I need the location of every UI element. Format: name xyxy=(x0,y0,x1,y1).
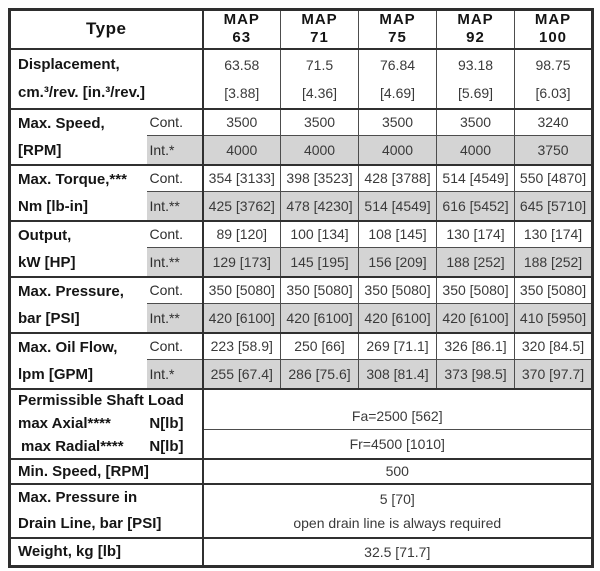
displacement-value xyxy=(359,49,437,109)
torque-cont-value: 428 [3788] xyxy=(359,165,437,192)
metric-value: 71.5 xyxy=(305,56,334,73)
metric-value: 63.58 xyxy=(224,56,260,73)
axial-unit: N[lb] xyxy=(149,414,184,432)
row-label-line2: cm.³/rev. [in.³/rev.] xyxy=(18,83,145,101)
flow-cont-value: 250 [66] xyxy=(281,333,359,360)
speed-int-value: 4000 xyxy=(437,136,515,165)
column-header-map63 xyxy=(203,10,281,49)
pressure-int-value: 410 [5950] xyxy=(515,304,593,333)
row-label-min-speed: Min. Speed, [RPM] xyxy=(10,459,203,484)
metric-value: 93.18 xyxy=(457,56,494,73)
speed-int-value: 3750 xyxy=(515,136,593,165)
torque-cont-value: 398 [3523] xyxy=(281,165,359,192)
imperial-value: [6.03] xyxy=(535,84,571,101)
pressure-cont-value: 350 [5080] xyxy=(281,277,359,304)
pressure-cont-value: 350 [5080] xyxy=(437,277,515,304)
drain-line-value xyxy=(203,484,593,538)
torque-int-value: 425 [3762] xyxy=(203,192,281,221)
row-label-max-pressure xyxy=(10,277,147,333)
column-series: MAP xyxy=(457,11,494,29)
spec-sheet xyxy=(8,8,594,568)
flow-int-value: 286 [75.6] xyxy=(281,360,359,389)
displacement-value xyxy=(515,49,593,109)
displacement-value xyxy=(437,49,515,109)
radial-load-value: Fr=4500 [1010] xyxy=(203,430,593,459)
shaft-load-title: Permissible Shaft Load xyxy=(18,391,184,409)
flow-cont-value: 223 [58.9] xyxy=(203,333,281,360)
axial-load-value: Fa=2500 [562] xyxy=(203,389,593,430)
column-model: 63 xyxy=(232,29,252,47)
imperial-value: [3.88] xyxy=(224,84,260,101)
pressure-int-value: 420 [6100] xyxy=(203,304,281,333)
row-label-line1: Max. Speed, xyxy=(18,114,105,132)
output-cont-value: 100 [134] xyxy=(281,221,359,248)
cont-label: Cont. xyxy=(147,277,203,304)
column-series: MAP xyxy=(379,11,416,29)
cont-label: Cont. xyxy=(147,109,203,136)
row-label-max-oil-flow xyxy=(10,333,147,389)
row-label-line1: Max. Pressure, xyxy=(18,282,124,300)
output-int-value: 156 [209] xyxy=(359,248,437,277)
row-label-drain-line xyxy=(10,484,203,538)
row-label-line2: [RPM] xyxy=(18,141,62,159)
flow-cont-value: 326 [86.1] xyxy=(437,333,515,360)
int-label: Int.** xyxy=(147,192,203,221)
radial-label: max Radial**** xyxy=(21,437,124,455)
column-series: MAP xyxy=(223,11,260,29)
speed-cont-value: 3500 xyxy=(203,109,281,136)
row-label-line2: bar [PSI] xyxy=(18,309,80,327)
flow-int-value: 255 [67.4] xyxy=(203,360,281,389)
imperial-value: [5.69] xyxy=(458,84,494,101)
speed-int-value: 4000 xyxy=(281,136,359,165)
output-int-value: 188 [252] xyxy=(515,248,593,277)
row-label-max-torque xyxy=(10,165,147,221)
torque-cont-value: 514 [4549] xyxy=(437,165,515,192)
int-label: Int.* xyxy=(147,360,203,389)
output-int-value: 129 [173] xyxy=(203,248,281,277)
cont-label: Cont. xyxy=(147,333,203,360)
pressure-int-value: 420 [6100] xyxy=(359,304,437,333)
min-speed-value: 500 xyxy=(203,459,593,484)
flow-int-value: 370 [97.7] xyxy=(515,360,593,389)
flow-int-value: 308 [81.4] xyxy=(359,360,437,389)
column-header-map100 xyxy=(515,10,593,49)
speed-int-value: 4000 xyxy=(203,136,281,165)
imperial-value: [4.36] xyxy=(302,84,338,101)
pressure-int-value: 420 [6100] xyxy=(437,304,515,333)
row-label-line1: Displacement, xyxy=(18,55,120,73)
displacement-value xyxy=(203,49,281,109)
torque-int-value: 478 [4230] xyxy=(281,192,359,221)
pressure-cont-value: 350 [5080] xyxy=(515,277,593,304)
cont-label: Cont. xyxy=(147,221,203,248)
column-model: 100 xyxy=(539,29,568,47)
column-header-map75 xyxy=(359,10,437,49)
row-label-line1: Max. Pressure in xyxy=(18,488,138,506)
torque-int-value: 645 [5710] xyxy=(515,192,593,221)
int-label: Int.** xyxy=(147,248,203,277)
metric-value: 98.75 xyxy=(535,56,571,73)
torque-cont-value: 550 [4870] xyxy=(515,165,593,192)
speed-cont-value: 3500 xyxy=(437,109,515,136)
row-label-line1: Output, xyxy=(18,226,72,244)
row-label-line1: Max. Torque,*** xyxy=(18,170,127,188)
imperial-value: [4.69] xyxy=(380,84,416,101)
output-cont-value: 130 [174] xyxy=(515,221,593,248)
row-label-line2: kW [HP] xyxy=(18,253,76,271)
torque-cont-value: 354 [3133] xyxy=(203,165,281,192)
flow-int-value: 373 [98.5] xyxy=(437,360,515,389)
row-label-line2: Nm [lb-in] xyxy=(18,197,88,215)
column-model: 75 xyxy=(388,29,407,47)
axial-label: max Axial**** xyxy=(18,414,111,432)
weight-value: 32.5 [71.7] xyxy=(203,538,593,567)
column-model: 92 xyxy=(466,29,485,47)
flow-cont-value: 320 [84.5] xyxy=(515,333,593,360)
column-series: MAP xyxy=(534,11,572,29)
radial-unit: N[lb] xyxy=(149,437,184,455)
row-label-line2: Drain Line, bar [PSI] xyxy=(18,514,162,532)
speed-cont-value: 3500 xyxy=(281,109,359,136)
row-label-max-speed xyxy=(10,109,147,165)
output-cont-value: 108 [145] xyxy=(359,221,437,248)
spec-table xyxy=(8,8,594,568)
row-label-displacement xyxy=(10,49,203,109)
column-header-map71 xyxy=(281,10,359,49)
speed-int-value: 4000 xyxy=(359,136,437,165)
speed-cont-value: 3500 xyxy=(359,109,437,136)
row-label-line2: lpm [GPM] xyxy=(18,365,93,383)
metric-value: 76.84 xyxy=(379,56,416,73)
int-label: Int.* xyxy=(147,136,203,165)
row-label-line1: Max. Oil Flow, xyxy=(18,338,118,356)
row-label-output xyxy=(10,221,147,277)
row-label-shaft-load xyxy=(10,389,203,459)
output-cont-value: 89 [120] xyxy=(203,221,281,248)
flow-cont-value: 269 [71.1] xyxy=(359,333,437,360)
row-label-weight: Weight, kg [lb] xyxy=(10,538,203,567)
torque-int-value: 616 [5452] xyxy=(437,192,515,221)
column-header-map92 xyxy=(437,10,515,49)
type-header: Type xyxy=(10,10,203,49)
pressure-int-value: 420 [6100] xyxy=(281,304,359,333)
pressure-cont-value: 350 [5080] xyxy=(203,277,281,304)
pressure-cont-value: 350 [5080] xyxy=(359,277,437,304)
output-cont-value: 130 [174] xyxy=(437,221,515,248)
output-int-value: 188 [252] xyxy=(437,248,515,277)
column-series: MAP xyxy=(301,11,338,29)
output-int-value: 145 [195] xyxy=(281,248,359,277)
torque-int-value: 514 [4549] xyxy=(359,192,437,221)
column-model: 71 xyxy=(310,29,329,47)
drain-note: open drain line is always required xyxy=(293,514,502,531)
displacement-value xyxy=(281,49,359,109)
cont-label: Cont. xyxy=(147,165,203,192)
speed-cont-value: 3240 xyxy=(515,109,593,136)
drain-pressure-value: 5 [70] xyxy=(379,490,415,507)
int-label: Int.** xyxy=(147,304,203,333)
